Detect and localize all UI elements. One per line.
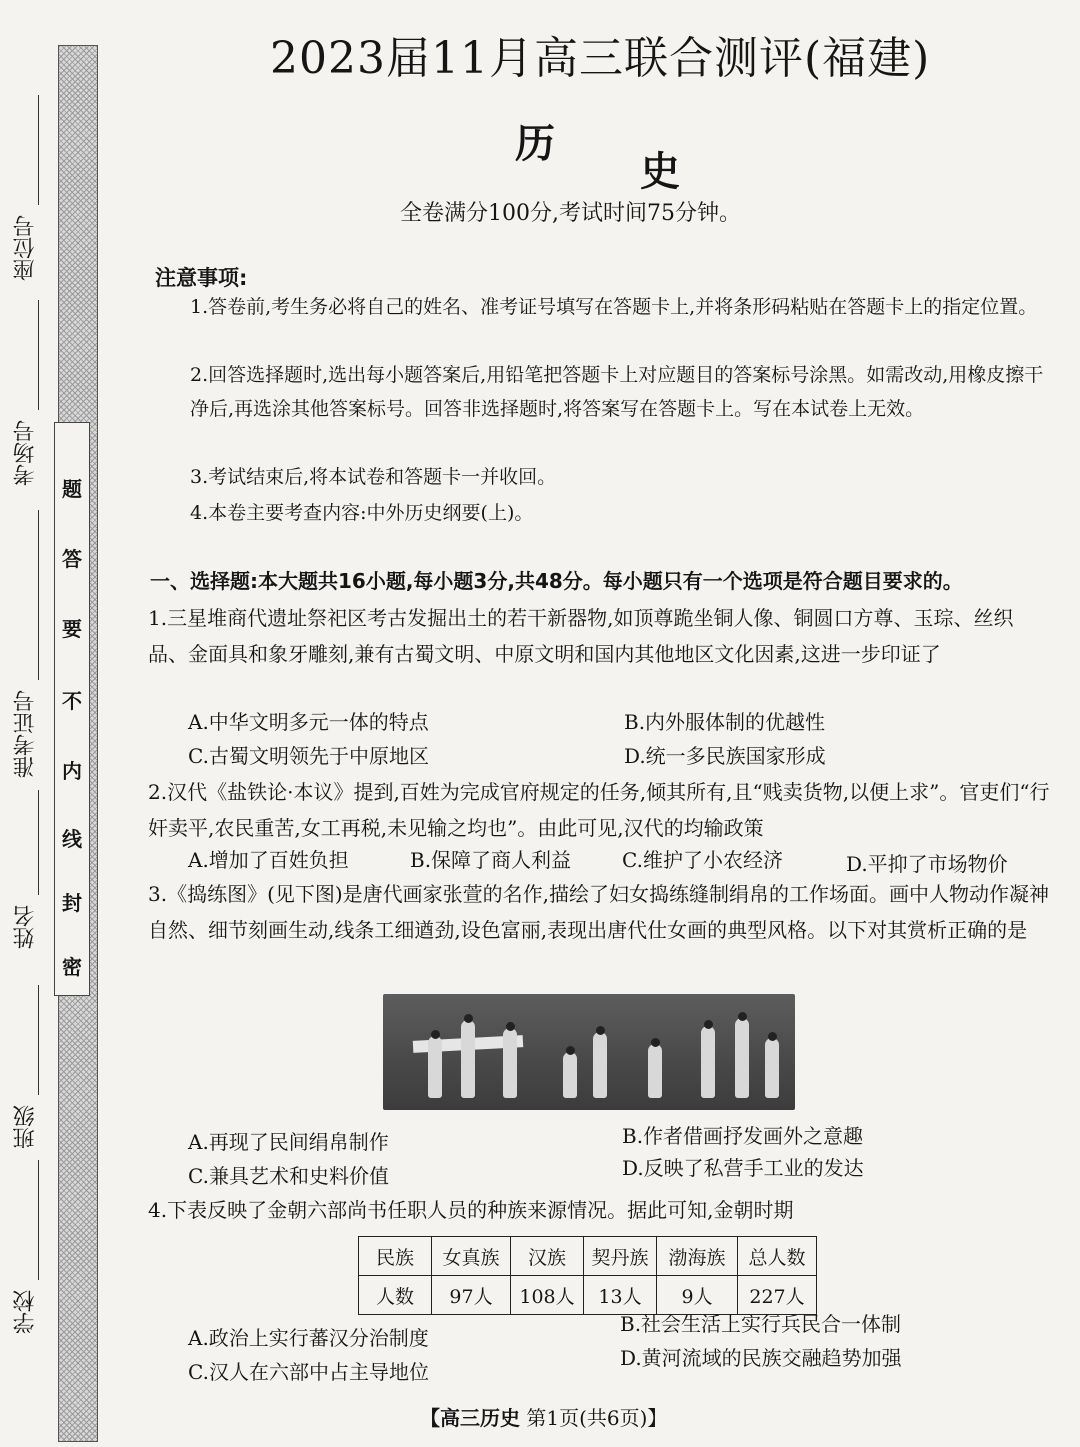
- option-c: C.古蜀文明领先于中原地区: [188, 744, 429, 768]
- option-b: B.内外服体制的优越性: [624, 710, 826, 734]
- painting-figure-head: [738, 1012, 747, 1021]
- table-cell: 108人: [511, 1276, 584, 1315]
- painting-figure: [563, 1052, 577, 1098]
- table-header: 民族: [359, 1237, 432, 1276]
- exam-room-line: [38, 300, 39, 410]
- option-a: A.中华文明多元一体的特点: [188, 710, 429, 734]
- table-header-row: [359, 1237, 817, 1276]
- school-label: 学校: [13, 1290, 38, 1334]
- painting-figure-head: [506, 1022, 515, 1031]
- seal-char: 封: [62, 891, 82, 915]
- option-d: D.反映了私营手工业的发达: [622, 1156, 864, 1180]
- notice-item: 3.考试结束后,将本试卷和答题卡一并收回。: [190, 466, 557, 488]
- painting-figure-head: [651, 1038, 660, 1047]
- question-stem: 3.《捣练图》(见下图)是唐代画家张萱的名作,描绘了妇女捣练缝制绢帛的工作场面。画中人物动作凝神自然、细节刻画生动,线条工细遒劲,设色富丽,表现出唐代仕女画的典型风格。以下对其赏析正确的是: [148, 882, 1050, 942]
- daolian-painting: [383, 994, 795, 1110]
- option-c: C.汉人在六部中占主导地位: [188, 1360, 429, 1384]
- painting-figure-head: [768, 1032, 777, 1041]
- option-a: A.政治上实行蕃汉分治制度: [188, 1326, 429, 1350]
- option-c: C.兼具艺术和史料价值: [188, 1164, 389, 1188]
- page-title: 2023届11月高三联合测评(福建): [270, 33, 931, 84]
- table-cell: 9人: [657, 1276, 738, 1315]
- seal-line-box: [54, 422, 90, 996]
- option-a: A.增加了百姓负担: [188, 848, 349, 872]
- seal-char: 线: [62, 827, 82, 851]
- option-b: B.作者借画抒发画外之意趣: [622, 1124, 864, 1148]
- notice-heading: 注意事项:: [155, 266, 248, 290]
- painting-figure: [765, 1038, 779, 1098]
- name-label: 姓名: [13, 905, 38, 949]
- seal-char: 密: [62, 955, 82, 979]
- table-header: 女真族: [432, 1237, 511, 1276]
- painting-figure-head: [566, 1046, 575, 1055]
- option-a: A.再现了民间绢帛制作: [188, 1130, 389, 1154]
- painting-figure: [428, 1036, 442, 1098]
- seat-number-label: 座位号: [13, 215, 38, 281]
- seal-char: 要: [62, 617, 82, 641]
- question-stem: 2.汉代《盐铁论·本议》提到,百姓为完成官府规定的任务,倾其所有,且“贱卖货物,以便上求”。官吏们“行奸卖平,农民重苦,女工再税,未见输之均也”。由此可见,汉代的均输政策: [148, 780, 1050, 840]
- admission-number-label: 准考证号: [13, 690, 38, 778]
- footer-subject: 【高三历史: [420, 1406, 520, 1430]
- painting-figure: [701, 1026, 715, 1098]
- table-header: 契丹族: [584, 1237, 657, 1276]
- table-cell: 人数: [359, 1276, 432, 1315]
- table-cell: 227人: [738, 1276, 817, 1315]
- seal-char: 内: [62, 759, 82, 783]
- admission-number-line: [38, 510, 39, 680]
- table-header: 渤海族: [657, 1237, 738, 1276]
- section-title: 一、选择题:本大题共16小题,每小题3分,共48分。每小题只有一个选项是符合题目要求的。: [150, 569, 963, 593]
- question-stem: 4.下表反映了金朝六部尚书任职人员的种族来源情况。据此可知,金朝时期: [148, 1198, 794, 1222]
- question-stem: 1.三星堆商代遗址祭祀区考古发掘出土的若干新器物,如顶尊跪坐铜人像、铜圆口方尊、玉琮、丝织品、金面具和象牙雕刻,兼有古蜀文明、中原文明和国内其他地区文化因素,这进一步印证了: [148, 606, 1014, 666]
- subject-char-2: 史: [640, 148, 680, 195]
- class-line: [38, 985, 39, 1095]
- seal-char: 答: [62, 547, 82, 571]
- table-cell: 97人: [432, 1276, 511, 1315]
- table-header: 汉族: [511, 1237, 584, 1276]
- option-b: B.保障了商人利益: [410, 848, 572, 872]
- painting-figure-head: [464, 1014, 473, 1023]
- exam-room-label: 考场号: [13, 420, 38, 486]
- page-footer: [420, 1402, 667, 1431]
- notice-item: 2.回答选择题时,选出每小题答案后,用铅笔把答题卡上对应题目的答案标号涂黑。如需改动,用橡皮擦干净后,再选涂其他答案标号。回答非选择题时,将答案写在答题卡上。写在本试卷上无效。: [190, 364, 1044, 420]
- notice-item: 4.本卷主要考查内容:中外历史纲要(上)。: [190, 502, 534, 524]
- subject-char-1: 历: [515, 120, 555, 167]
- option-d: D.统一多民族国家形成: [624, 744, 826, 768]
- painting-figure: [735, 1018, 749, 1098]
- painting-figure: [503, 1028, 517, 1098]
- painting-figure-head: [596, 1026, 605, 1035]
- option-d: D.平抑了市场物价: [846, 852, 1008, 876]
- exam-meta: 全卷满分100分,考试时间75分钟。: [400, 201, 741, 226]
- painting-figure: [648, 1044, 662, 1098]
- school-line: [38, 1160, 39, 1280]
- table-cell: 13人: [584, 1276, 657, 1315]
- table-header: 总人数: [738, 1237, 817, 1276]
- name-line: [38, 790, 39, 895]
- painting-figure-head: [431, 1030, 440, 1039]
- binding-margin: [0, 0, 100, 1447]
- ethnicity-table: [358, 1236, 817, 1315]
- class-label: 班级: [13, 1105, 38, 1149]
- seat-number-line: [38, 95, 39, 205]
- seal-char: 题: [62, 477, 82, 501]
- painting-figure-head: [704, 1020, 713, 1029]
- painting-figure: [461, 1020, 475, 1098]
- footer-page-number: 第1页(共6页)】: [526, 1406, 668, 1430]
- notice-item: 1.答卷前,考生务必将自己的姓名、准考证号填写在答题卡上,并将条形码粘贴在答题卡上的指定位置。: [190, 296, 1038, 318]
- option-b: B.社会生活上实行兵民合一体制: [620, 1312, 902, 1336]
- option-d: D.黄河流域的民族交融趋势加强: [620, 1346, 902, 1370]
- painting-figure: [593, 1032, 607, 1098]
- seal-char: 不: [62, 689, 82, 713]
- option-c: C.维护了小农经济: [622, 848, 783, 872]
